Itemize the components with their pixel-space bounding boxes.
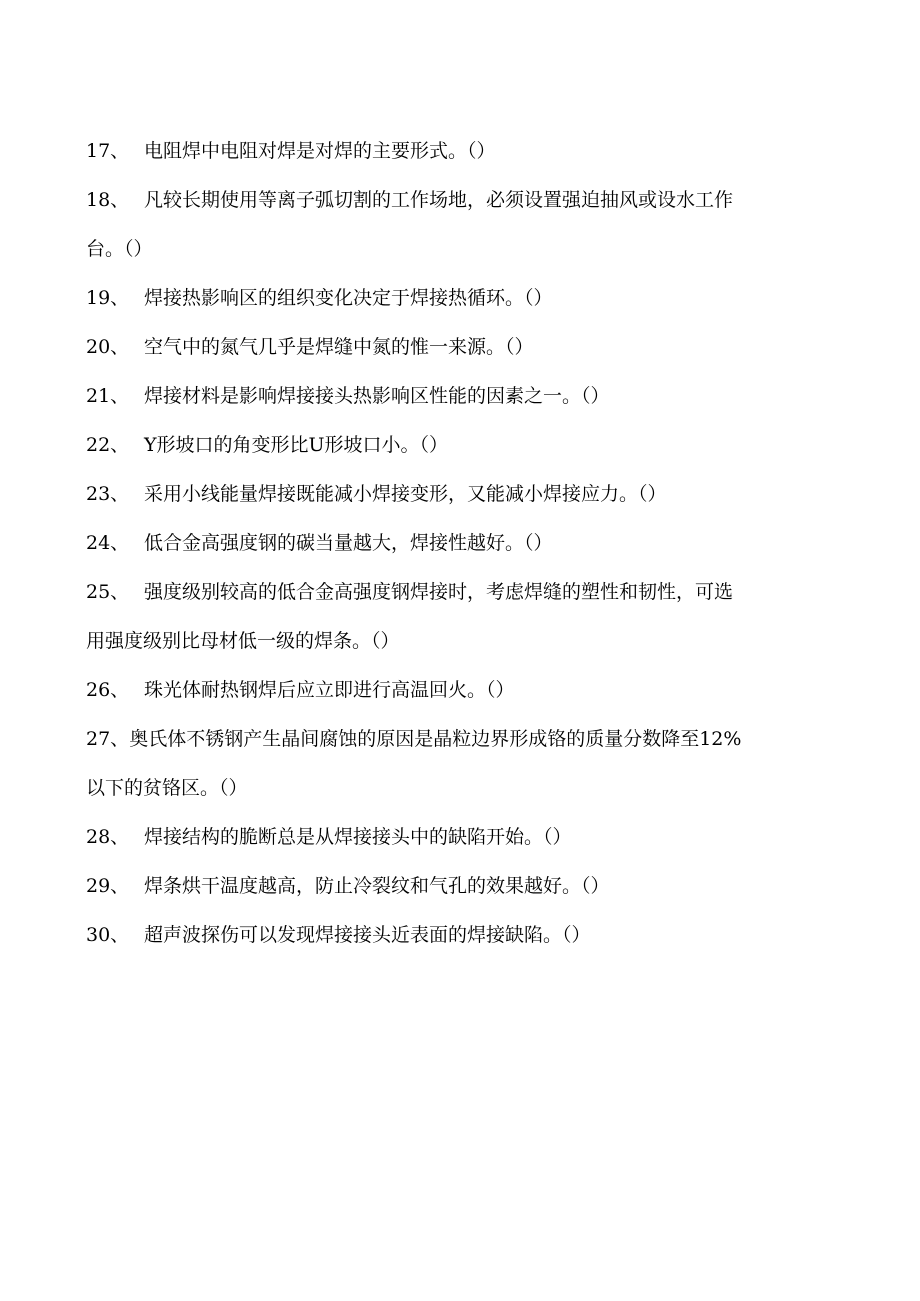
question-text: 空气中的氮气几乎是焊缝中氮的惟一来源。（） xyxy=(144,336,534,358)
question-30 xyxy=(86,911,826,960)
question-27 xyxy=(86,715,826,813)
question-text: 采用小线能量焊接既能减小焊接变形，又能减小焊接应力。（） xyxy=(144,483,667,505)
question-number: 24、 xyxy=(86,532,130,554)
question-20 xyxy=(86,323,826,372)
question-text: 奥氏体不锈钢产生晶间腐蚀的原因是晶粒边界形成铬的质量分数降至12% xyxy=(129,728,742,750)
question-text: 焊接热影响区的组织变化决定于焊接热循环。（） xyxy=(144,287,553,309)
question-number: 27、 xyxy=(86,728,130,750)
question-text-continued: 台。（） xyxy=(86,238,153,260)
question-23 xyxy=(86,470,826,519)
question-number: 30、 xyxy=(86,924,130,946)
question-25 xyxy=(86,568,826,666)
question-text: 焊接结构的脆断总是从焊接接头中的缺陷开始。（） xyxy=(144,826,572,848)
question-number: 25、 xyxy=(86,581,130,603)
question-number: 26、 xyxy=(86,679,130,701)
question-28 xyxy=(86,813,826,862)
question-17 xyxy=(86,127,826,176)
question-text: 电阻焊中电阻对焊是对焊的主要形式。（） xyxy=(144,140,496,162)
question-24 xyxy=(86,519,826,568)
question-21 xyxy=(86,372,826,421)
question-text: 焊接材料是影响焊接接头热影响区性能的因素之一。（） xyxy=(144,385,610,407)
question-list xyxy=(86,127,826,960)
question-number: 29、 xyxy=(86,875,130,897)
question-number: 20、 xyxy=(86,336,130,358)
question-text: 焊条烘干温度越高，防止冷裂纹和气孔的效果越好。（） xyxy=(144,875,610,897)
question-text: 低合金高强度钢的碳当量越大，焊接性越好。（） xyxy=(144,532,553,554)
question-22 xyxy=(86,421,826,470)
question-number: 19、 xyxy=(86,287,130,309)
question-number: 23、 xyxy=(86,483,130,505)
question-number: 28、 xyxy=(86,826,130,848)
question-26 xyxy=(86,666,826,715)
question-number: 22、 xyxy=(86,434,130,456)
question-number: 21、 xyxy=(86,385,130,407)
question-text: 凡较长期使用等离子弧切割的工作场地，必须设置强迫抽风或设水工作 xyxy=(144,189,734,211)
question-number: 18、 xyxy=(86,189,130,211)
question-text: Y形坡口的角变形比U形坡口小。（） xyxy=(144,434,449,456)
question-text: 强度级别较高的低合金高强度钢焊接时，考虑焊缝的塑性和韧性，可选 xyxy=(144,581,734,603)
question-text: 超声波探伤可以发现焊接接头近表面的焊接缺陷。（） xyxy=(144,924,591,946)
question-18 xyxy=(86,176,826,274)
question-29 xyxy=(86,862,826,911)
question-text-continued: 以下的贫铬区。（） xyxy=(86,777,248,799)
question-19 xyxy=(86,274,826,323)
question-text-continued: 用强度级别比母材低一级的焊条。（） xyxy=(86,630,400,652)
question-text: 珠光体耐热钢焊后应立即进行高温回火。（） xyxy=(144,679,515,701)
question-number: 17、 xyxy=(86,140,130,162)
